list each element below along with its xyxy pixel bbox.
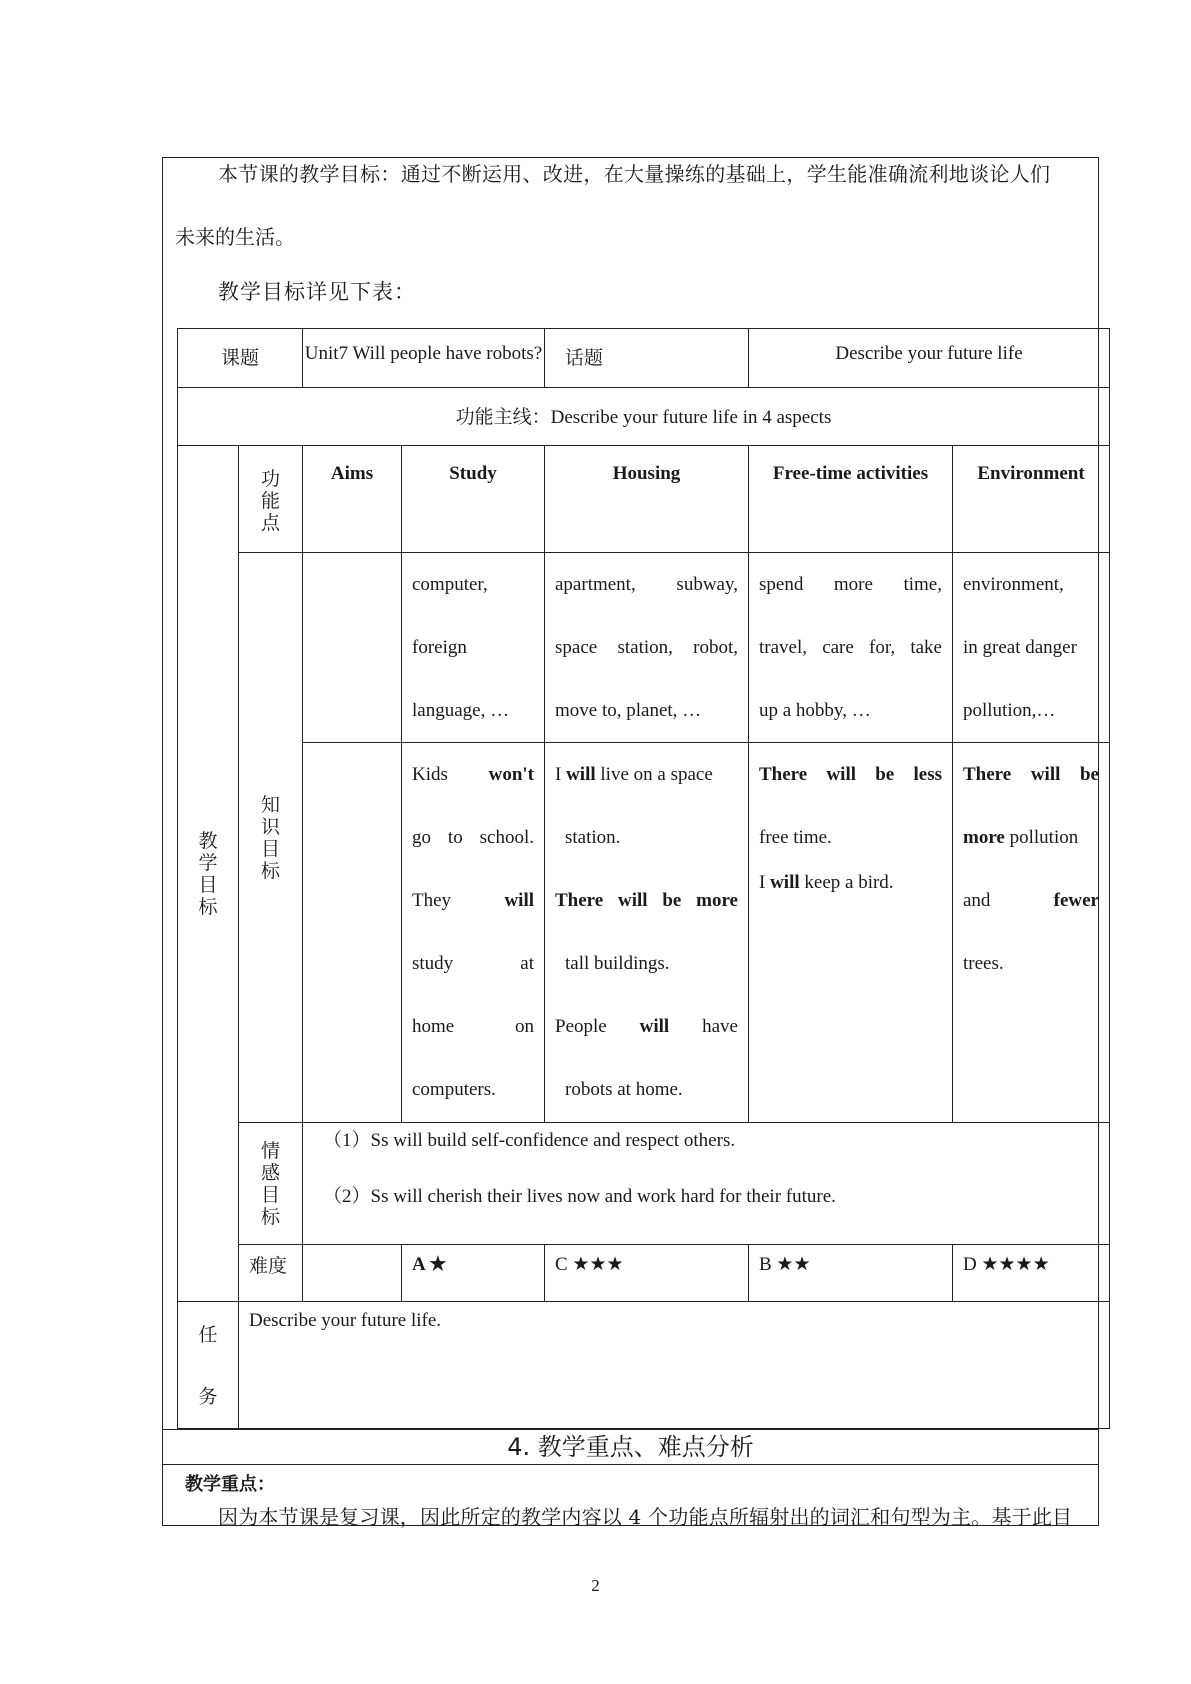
topic-value: Unit7 Will people have robots?	[303, 329, 545, 388]
housing-sentences: I will live on a space station. There will be more tall buildings. People will have robots at home.	[545, 743, 749, 1123]
aims-vocab-cell	[303, 553, 402, 743]
header-aims: Aims	[303, 446, 402, 553]
table-row	[178, 329, 1110, 388]
study-sentences: Kids won't go to school. They will study at home on computers.	[402, 743, 545, 1123]
header-free-time: Free-time activities	[749, 446, 953, 553]
study-vocab: computer, foreign language, …	[402, 553, 545, 743]
topic-label: 课题	[178, 329, 303, 388]
subject-value: Describe your future life	[749, 329, 1110, 388]
header-environment: Environment	[953, 446, 1110, 553]
knowledge-label: 知识目标	[239, 553, 303, 1123]
difficulty-housing: C ★★★	[545, 1245, 749, 1302]
task-label: 任务	[178, 1302, 239, 1429]
function-line: 功能主线：Describe your future life in 4 aspects	[178, 388, 1110, 446]
emotion-goals: （1）Ss will build self-confidence and respect others. （2）Ss will cherish their lives now and work hard for their future.	[303, 1123, 1110, 1245]
table-row	[178, 743, 1110, 1123]
header-housing: Housing	[545, 446, 749, 553]
section-title: 4. 教学重点、难点分析	[162, 1429, 1099, 1465]
goals-label: 教学目标	[178, 446, 239, 1302]
free-time-sentences: There will be less free time. I will keep a bird.	[749, 743, 953, 1123]
emotion-label: 情感目标	[239, 1123, 303, 1245]
difficulty-aims-cell	[303, 1245, 402, 1302]
aims-sentence-cell	[303, 743, 402, 1123]
difficulty-free-time: B ★★	[749, 1245, 953, 1302]
intro-table-note: 教学目标详见下表：	[218, 280, 416, 304]
table-row	[178, 388, 1110, 446]
task-value: Describe your future life.	[239, 1302, 1110, 1429]
free-time-vocab: spend more time, travel, care for, take up a hobby, …	[749, 553, 953, 743]
function-point-label: 功能点	[239, 446, 303, 553]
intro-paragraph: 本节课的教学目标：通过不断运用、改进，在大量操练的基础上，学生能准确流利地谈论人们	[218, 162, 1051, 186]
difficulty-environment: D ★★★★	[953, 1245, 1110, 1302]
difficulty-label: 难度	[239, 1245, 303, 1302]
table-row	[178, 553, 1110, 743]
table-row	[178, 446, 1110, 553]
environment-vocab: environment, in great danger pollution,…	[953, 553, 1110, 743]
table-row	[178, 1123, 1110, 1245]
objectives-table	[177, 328, 1110, 1429]
header-study: Study	[402, 446, 545, 553]
subject-label: 话题	[545, 329, 749, 388]
intro-paragraph-cont: 未来的生活。	[175, 225, 295, 249]
table-row	[178, 1245, 1110, 1302]
housing-vocab: apartment, subway, space station, robot, move to, planet, …	[545, 553, 749, 743]
page-number: 2	[591, 1576, 600, 1595]
difficulty-study: A ★	[402, 1245, 545, 1302]
environment-sentences: There will be more pollution and fewer trees.	[953, 743, 1110, 1123]
table-row	[178, 1302, 1110, 1429]
key-points-text: 因为本节课是复习课，因此所定的教学内容以 4 个功能点所辐射出的词汇和句型为主。基于此目	[218, 1505, 1073, 1529]
key-points-label: 教学重点：	[185, 1474, 275, 1495]
